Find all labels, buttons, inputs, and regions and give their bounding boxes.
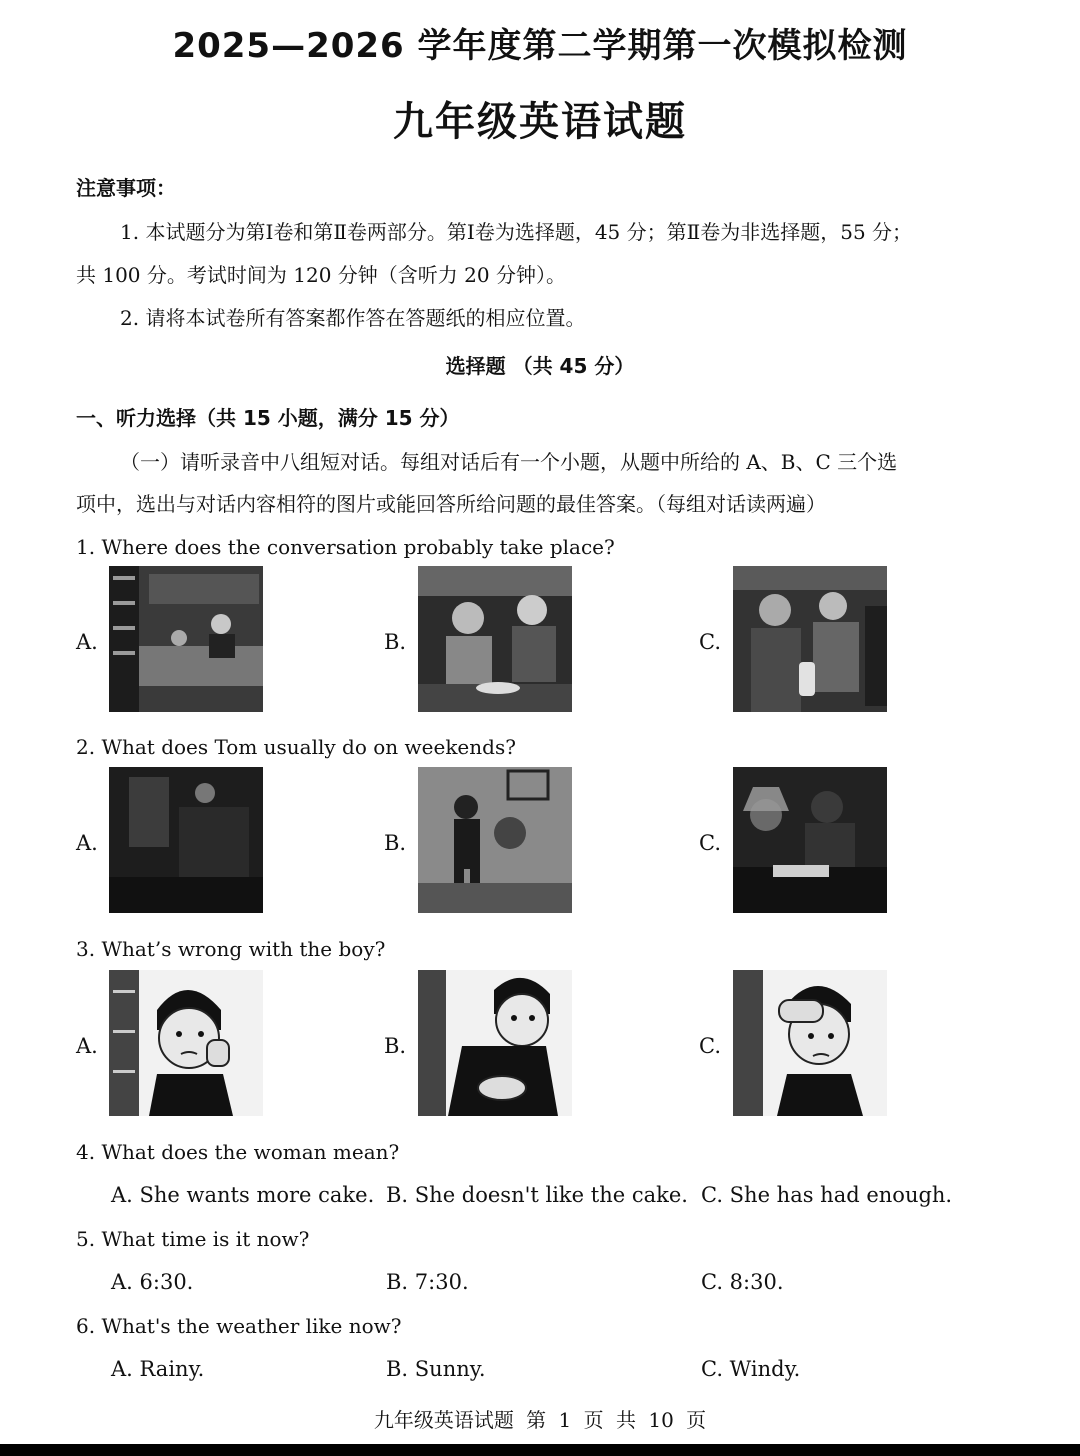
question-4: 4. What does the woman mean? <box>76 1140 400 1164</box>
question-1: 1. Where does the conversation probably take place? <box>76 535 615 559</box>
q2-option-b-label: B. <box>384 831 407 855</box>
notice-item-1-line-1: 1. 本试题分为第Ⅰ卷和第Ⅱ卷两部分。第Ⅰ卷为选择题，45 分；第Ⅱ卷为非选择题，55 分； <box>120 220 913 244</box>
restaurant-diners-photo[interactable] <box>418 566 572 712</box>
instruction-line-1: （一）请听录音中八组短对话。每组对话后有一个小题，从题中所给的 A、B、C 三个选 <box>120 450 898 474</box>
boy-stomachache-drawing[interactable] <box>418 970 572 1116</box>
q4-answer-b: B. She doesn't like the cake. <box>386 1183 688 1207</box>
notice-item-2: 2. 请将本试卷所有答案都作答在答题纸的相应位置。 <box>120 306 586 330</box>
q2-option-a-label: A. <box>76 831 98 855</box>
q6-answer-b: B. Sunny. <box>386 1357 486 1381</box>
q1-option-c-label: C. <box>699 630 721 654</box>
scan-border <box>0 1444 1080 1456</box>
exam-subtitle: 九年级英语试题 <box>393 99 687 145</box>
q3-option-c-label: C. <box>699 1034 721 1058</box>
question-2: 2. What does Tom usually do on weekends? <box>76 735 516 759</box>
q6-answer-a: A. Rainy. <box>111 1357 205 1381</box>
boy-headache-drawing[interactable] <box>733 970 887 1116</box>
question-3: 3. What’s wrong with the boy? <box>76 937 386 961</box>
q5-answer-b: B. 7:30. <box>386 1270 469 1294</box>
notice-item-1-line-2: 共 100 分。考试时间为 120 分钟（含听力 20 分钟）。 <box>76 263 566 287</box>
q5-answer-c: C. 8:30. <box>701 1270 784 1294</box>
q4-answer-a: A. She wants more cake. <box>111 1183 375 1207</box>
store-shoppers-photo[interactable] <box>733 566 887 712</box>
question-5: 5. What time is it now? <box>76 1227 310 1251</box>
q6-answer-c: C. Windy. <box>701 1357 801 1381</box>
q1-option-b-label: B. <box>384 630 407 654</box>
dark-room-photo[interactable] <box>109 767 263 913</box>
q3-option-a-label: A. <box>76 1034 98 1058</box>
boy-basketball-photo[interactable] <box>418 767 572 913</box>
part-title: 选择题 （共 45 分） <box>445 354 635 378</box>
instruction-line-2: 项中，选出与对话内容相符的图片或能回答所给问题的最佳答案。（每组对话读两遍） <box>76 492 826 516</box>
desk-lamp-study-photo[interactable] <box>733 767 887 913</box>
q4-answer-c: C. She has had enough. <box>701 1183 953 1207</box>
section-heading: 一、听力选择（共 15 小题，满分 15 分） <box>76 406 460 430</box>
q5-answer-a: A. 6:30. <box>111 1270 194 1294</box>
exam-title: 2025—2026 学年度第二学期第一次模拟检测 <box>172 26 908 66</box>
q2-option-c-label: C. <box>699 831 721 855</box>
notice-heading: 注意事项： <box>76 176 176 200</box>
page-footer: 九年级英语试题 第 1 页 共 10 页 <box>373 1408 707 1432</box>
q1-option-a-label: A. <box>76 630 98 654</box>
boy-toothache-drawing[interactable] <box>109 970 263 1116</box>
question-6: 6. What's the weather like now? <box>76 1314 402 1338</box>
q3-option-b-label: B. <box>384 1034 407 1058</box>
library-desk-photo[interactable] <box>109 566 263 712</box>
